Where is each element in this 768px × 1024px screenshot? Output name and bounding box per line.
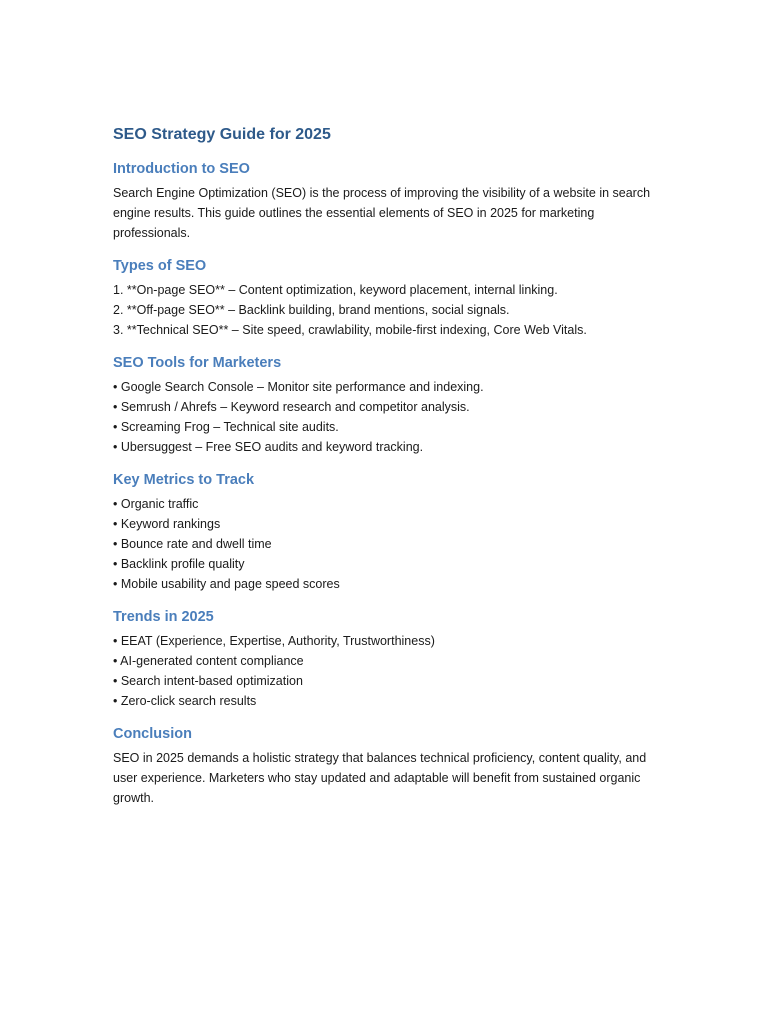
section-types xyxy=(113,257,658,340)
section-tools xyxy=(113,354,658,457)
list-item: • Mobile usability and page speed scores xyxy=(113,577,340,591)
list-item: 1. **On-page SEO** – Content optimization, keyword placement, internal linking. xyxy=(113,283,558,297)
trends-list xyxy=(113,631,658,711)
types-list xyxy=(113,280,658,340)
list-item: 2. **Off-page SEO** – Backlink building, brand mentions, social signals. xyxy=(113,303,510,317)
list-item: • Zero-click search results xyxy=(113,694,257,708)
document-page xyxy=(113,125,658,822)
list-item: • AI-generated content compliance xyxy=(113,654,304,668)
section-conclusion xyxy=(113,725,658,808)
list-item: • Bounce rate and dwell time xyxy=(113,537,272,551)
list-item: • Screaming Frog – Technical site audits. xyxy=(113,420,339,434)
list-item: • Search intent-based optimization xyxy=(113,674,303,688)
list-item: • Organic traffic xyxy=(113,497,199,511)
page-title: SEO Strategy Guide for 2025 xyxy=(113,126,331,143)
section-heading-types: Types of SEO xyxy=(113,258,207,274)
list-item: • Google Search Console – Monitor site performance and indexing. xyxy=(113,380,484,394)
list-item: • EEAT (Experience, Expertise, Authority, Trustworthiness) xyxy=(113,634,435,648)
conclusion-paragraph: SEO in 2025 demands a holistic strategy that balances technical proficiency, content quality, and user experience. Marketers who stay updated and adaptable will benefit from sustained organic growth. xyxy=(113,751,647,805)
section-introduction xyxy=(113,160,658,243)
section-heading-introduction: Introduction to SEO xyxy=(113,161,250,177)
section-metrics xyxy=(113,471,658,594)
section-heading-trends: Trends in 2025 xyxy=(113,609,214,625)
section-trends xyxy=(113,608,658,711)
section-heading-metrics: Key Metrics to Track xyxy=(113,472,255,488)
list-item: • Semrush / Ahrefs – Keyword research and competitor analysis. xyxy=(113,400,470,414)
list-item: • Keyword rankings xyxy=(113,517,221,531)
metrics-list xyxy=(113,494,658,594)
list-item: 3. **Technical SEO** – Site speed, crawlability, mobile-first indexing, Core Web Vitals. xyxy=(113,323,587,337)
list-item: • Ubersuggest – Free SEO audits and keyword tracking. xyxy=(113,440,424,454)
tools-list xyxy=(113,377,658,457)
section-heading-conclusion: Conclusion xyxy=(113,726,192,742)
introduction-paragraph: Search Engine Optimization (SEO) is the process of improving the visibility of a website in search engine results. This guide outlines the essential elements of SEO in 2025 for marketing professionals. xyxy=(113,186,651,240)
section-heading-tools: SEO Tools for Marketers xyxy=(113,355,282,371)
list-item: • Backlink profile quality xyxy=(113,557,245,571)
